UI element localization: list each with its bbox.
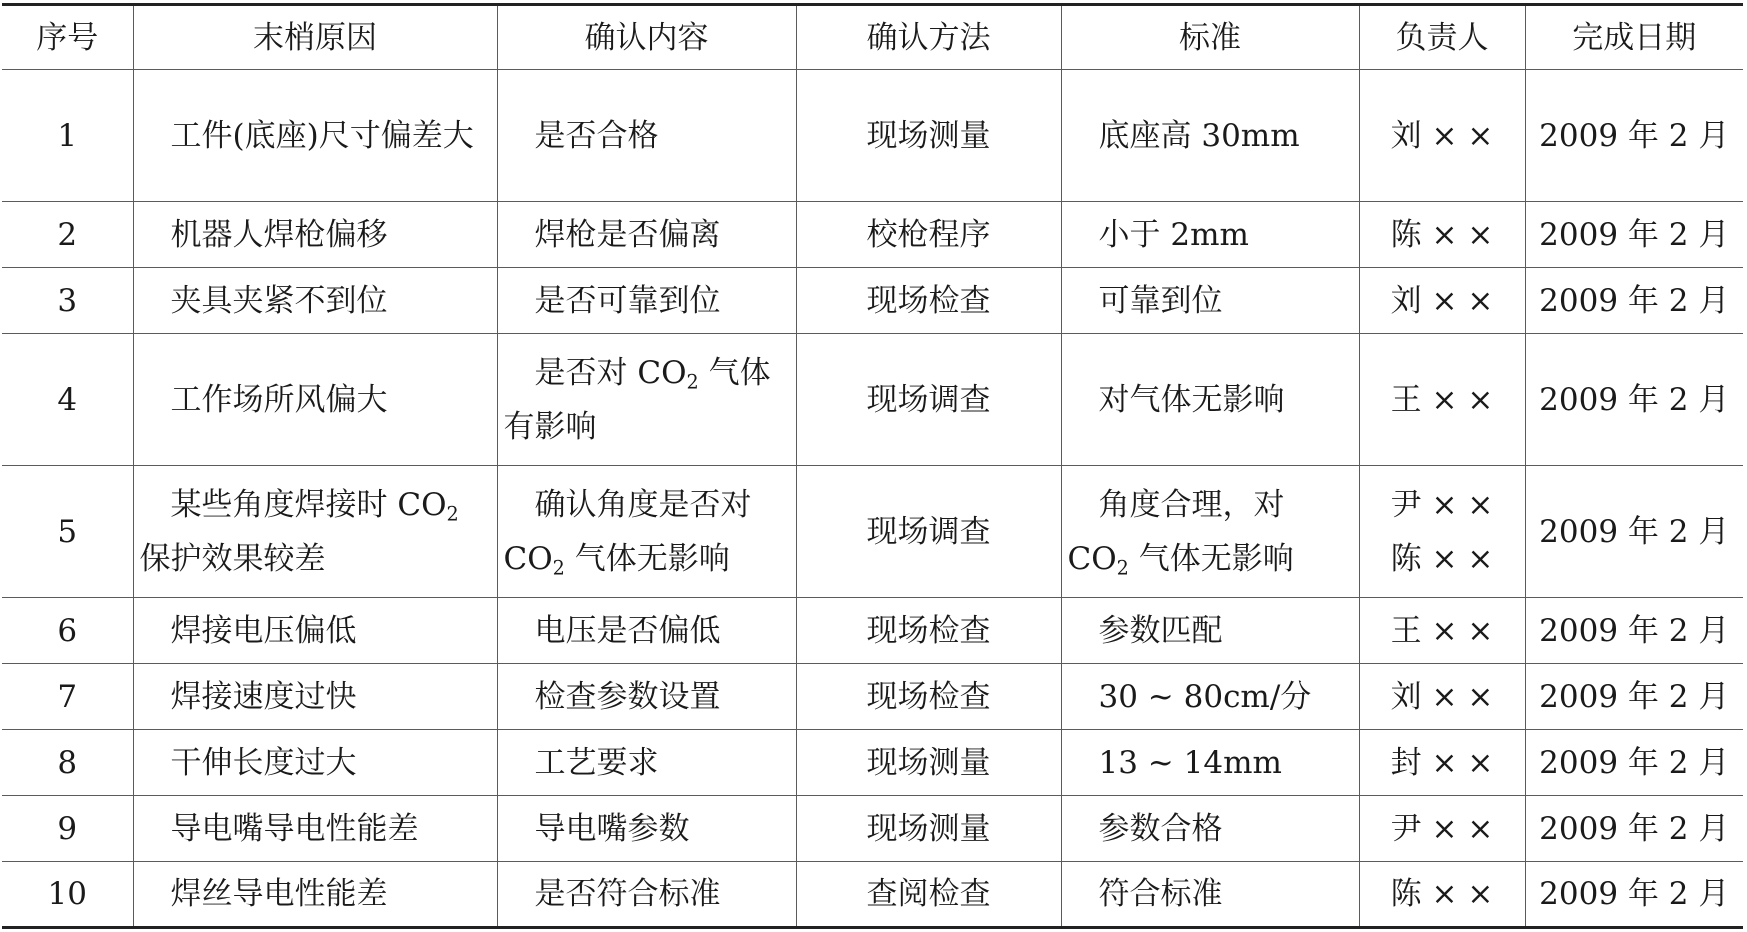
cell-no: 4 <box>2 334 133 466</box>
cell-no: 10 <box>2 862 133 928</box>
person-name: 王 × × <box>1390 381 1494 418</box>
table-header-row <box>2 5 1743 70</box>
cell-date: 2009 年 2 月 <box>1525 202 1743 268</box>
header-date: 完成日期 <box>1525 5 1743 70</box>
subscript: 2 <box>686 369 699 393</box>
table-row <box>2 466 1743 598</box>
verification-table <box>2 3 1743 929</box>
document-page <box>2 3 1743 927</box>
cell-cause: 工作场所风偏大 <box>133 334 497 466</box>
header-no: 序号 <box>2 5 133 70</box>
person-name: 刘 × × <box>1390 678 1494 715</box>
table-row <box>2 664 1743 730</box>
cell-method: 现场检查 <box>796 664 1061 730</box>
cell-no: 3 <box>2 268 133 334</box>
person-name: 陈 × × <box>1390 876 1494 912</box>
cell-date: 2009 年 2 月 <box>1525 598 1743 664</box>
cell-no: 6 <box>2 598 133 664</box>
cell-date: 2009 年 2 月 <box>1525 334 1743 466</box>
cell-content: 电压是否偏低 <box>497 598 796 664</box>
cell-person <box>1359 730 1525 796</box>
cell-date: 2009 年 2 月 <box>1525 70 1743 202</box>
cell-person <box>1359 202 1525 268</box>
cell-standard: 30 ~ 80cm/分 <box>1061 664 1359 730</box>
cell-cause: 机器人焊枪偏移 <box>133 202 497 268</box>
cell-content: 是否可靠到位 <box>497 268 796 334</box>
cell-person <box>1359 268 1525 334</box>
cell-content: 是否合格 <box>497 70 796 202</box>
cell-no: 8 <box>2 730 133 796</box>
table-row <box>2 598 1743 664</box>
cell-method: 现场测量 <box>796 70 1061 202</box>
table-row <box>2 202 1743 268</box>
header-standard: 标准 <box>1061 5 1359 70</box>
cell-standard: 13 ~ 14mm <box>1061 730 1359 796</box>
cell-standard: 小于 2mm <box>1061 202 1359 268</box>
person-name: 陈 × × <box>1390 216 1494 253</box>
header-method: 确认方法 <box>796 5 1061 70</box>
subscript: 2 <box>552 555 565 579</box>
cell-cause: 焊接电压偏低 <box>133 598 497 664</box>
cell-content: 检查参数设置 <box>497 664 796 730</box>
cell-no: 9 <box>2 796 133 862</box>
cell-method: 现场检查 <box>796 598 1061 664</box>
table-row <box>2 862 1743 928</box>
person-name: 刘 × × <box>1390 117 1494 154</box>
cell-method: 现场检查 <box>796 268 1061 334</box>
cell-cause: 焊接速度过快 <box>133 664 497 730</box>
cell-content: 工艺要求 <box>497 730 796 796</box>
cell-content: 是否对 $CO_2$ 气体有影响 <box>497 334 796 466</box>
cell-cause: 工件(底座)尺寸偏差大 <box>133 70 497 202</box>
cell-no: 5 <box>2 466 133 598</box>
cell-date: 2009 年 2 月 <box>1525 466 1743 598</box>
table-row <box>2 268 1743 334</box>
cell-person <box>1359 598 1525 664</box>
cell-content: 是否符合标准 <box>497 862 796 928</box>
cell-no: 1 <box>2 70 133 202</box>
cell-content: 导电嘴参数 <box>497 796 796 862</box>
cell-person <box>1359 334 1525 466</box>
cell-person <box>1359 70 1525 202</box>
cell-standard: 底座高 30mm <box>1061 70 1359 202</box>
cell-cause: 焊丝导电性能差 <box>133 862 497 928</box>
cell-standard: 角度合理，对 $CO_2$ 气体无影响 <box>1061 466 1359 598</box>
cell-cause: 导电嘴导电性能差 <box>133 796 497 862</box>
cell-person <box>1359 862 1525 928</box>
header-person: 负责人 <box>1359 5 1525 70</box>
cell-standard: 参数合格 <box>1061 796 1359 862</box>
cell-person <box>1359 796 1525 862</box>
person-name: 王 × × <box>1390 612 1494 649</box>
subscript: 2 <box>446 501 459 525</box>
cell-date: 2009 年 2 月 <box>1525 796 1743 862</box>
cell-standard: 可靠到位 <box>1061 268 1359 334</box>
table-row <box>2 730 1743 796</box>
cell-cause: 某些角度焊接时 $CO_2$ 保护效果较差 <box>133 466 497 598</box>
cell-method: 现场调查 <box>796 334 1061 466</box>
cell-date: 2009 年 2 月 <box>1525 268 1743 334</box>
cell-no: 2 <box>2 202 133 268</box>
cell-date: 2009 年 2 月 <box>1525 730 1743 796</box>
cell-cause: 夹具夹紧不到位 <box>133 268 497 334</box>
cell-method: 现场测量 <box>796 796 1061 862</box>
person-name: 封 × × <box>1390 744 1494 781</box>
table-body <box>2 70 1743 928</box>
table-row <box>2 70 1743 202</box>
cell-standard: 对气体无影响 <box>1061 334 1359 466</box>
cell-person <box>1359 466 1525 598</box>
header-cause: 末梢原因 <box>133 5 497 70</box>
header-content: 确认内容 <box>497 5 796 70</box>
cell-method: 查阅检查 <box>796 862 1061 928</box>
cell-content: 确认角度是否对 $CO_2$ 气体无影响 <box>497 466 796 598</box>
cell-method: 现场测量 <box>796 730 1061 796</box>
cell-standard: 参数匹配 <box>1061 598 1359 664</box>
person-name: 尹 × × <box>1390 486 1494 523</box>
person-name: 刘 × × <box>1390 282 1494 319</box>
cell-date: 2009 年 2 月 <box>1525 664 1743 730</box>
cell-date: 2009 年 2 月 <box>1525 862 1743 928</box>
cell-person <box>1359 664 1525 730</box>
subscript: 2 <box>1116 555 1129 579</box>
cell-method: 现场调查 <box>796 466 1061 598</box>
person-name: 陈 × × <box>1390 540 1494 577</box>
table-row <box>2 334 1743 466</box>
cell-no: 7 <box>2 664 133 730</box>
person-name: 尹 × × <box>1390 810 1494 847</box>
cell-content: 焊枪是否偏离 <box>497 202 796 268</box>
cell-standard: 符合标准 <box>1061 862 1359 928</box>
table-row <box>2 796 1743 862</box>
cell-cause: 干伸长度过大 <box>133 730 497 796</box>
cell-method: 校枪程序 <box>796 202 1061 268</box>
